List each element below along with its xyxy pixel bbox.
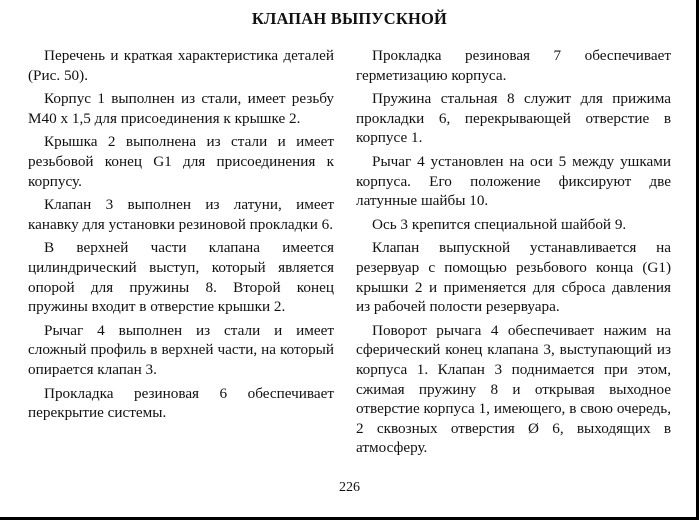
paragraph: Прокладка резиновая 7 обеспечивает герметизацию корпуса. bbox=[356, 47, 671, 84]
paragraph: Поворот рычага 4 обеспечивает нажим на сферический конец клапана 3, выступающий из корпуса 1. Клапан 3 поднимается при этом, сжимая пружину 8 и открывая выходное отверстие корпуса 1, имеющего, в свою очередь, 2 сквозных отверстия Ø 6, выходящих в атмосферу. bbox=[356, 321, 671, 457]
paragraph: Корпус 1 выполнен из стали, имеет резьбу М40 х 1,5 для присоединения к крышке 2. bbox=[28, 90, 334, 127]
paragraph: Рычаг 4 выполнен из стали и имеет сложный профиль в верхней части, на который опирается клапан 3. bbox=[28, 321, 334, 378]
paragraph: В верхней части клапана имеется цилиндрический выступ, который является опорой для пружины 8. Второй конец пружины входит в отверстие крышки 2. bbox=[28, 239, 334, 316]
paragraph: Перечень и краткая характеристика деталей (Рис. 50). bbox=[28, 47, 334, 84]
page-number: 226 bbox=[339, 480, 360, 495]
paragraph: Клапан выпускной устанавливается на резервуар с помощью резьбового конца (G1) крышки 2 и применяется для сброса давления из рабочей полости резервуара. bbox=[356, 239, 671, 316]
left-column bbox=[28, 46, 334, 427]
paragraph: Ось 3 крепится специальной шайбой 9. bbox=[372, 215, 627, 233]
right-column bbox=[356, 46, 671, 462]
paragraph: Крышка 2 выполнена из стали и имеет резьбовой конец G1 для присоединения к корпусу. bbox=[28, 133, 334, 190]
paragraph: Рычаг 4 установлен на оси 5 между ушками корпуса. Его положение фиксируют две латунные шайбы 10. bbox=[356, 152, 671, 210]
paragraph: Клапан 3 выполнен из латуни, имеет канавку для установки резиновой прокладки 6. bbox=[28, 196, 334, 233]
paragraph: Прокладка резиновая 6 обеспечивает перекрытие системы. bbox=[28, 384, 334, 422]
page-title: КЛАПАН ВЫПУСКНОЙ bbox=[251, 9, 448, 28]
paragraph: Пружина стальная 8 служит для прижима прокладки 6, перекрывающей отверстие в корпусе 1. bbox=[356, 90, 671, 147]
